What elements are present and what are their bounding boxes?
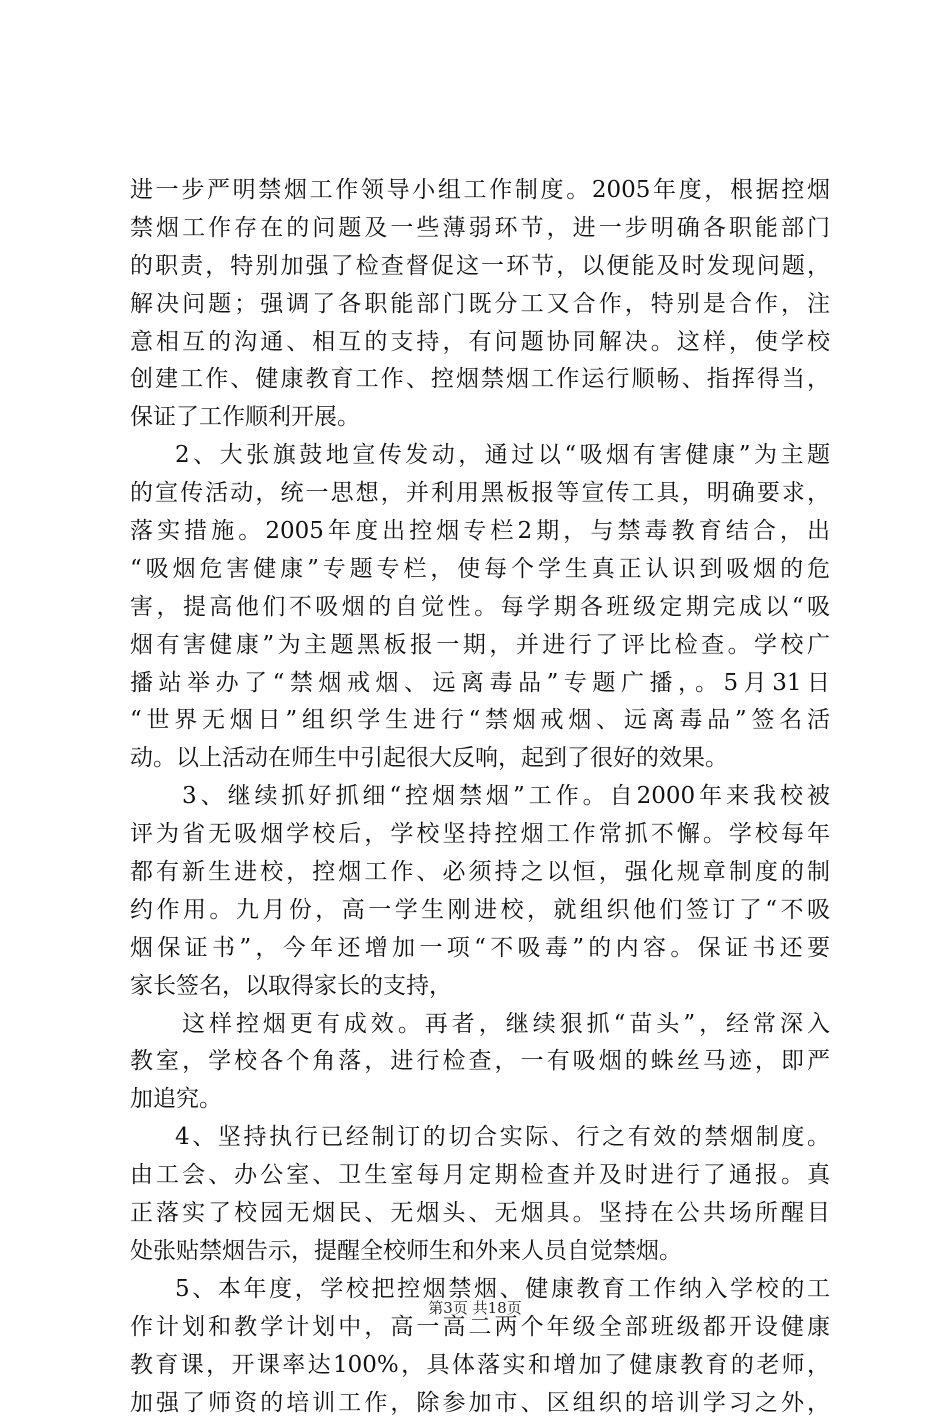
- text-line: 评为省无吸烟学校后，学校坚持控烟工作常抓不懈。学校每年: [130, 816, 830, 854]
- text-line: 的职责，特别加强了检查督促这一环节，以便能及时发现问题，: [130, 248, 830, 286]
- text-line: 落实措施。2005年度出控烟专栏2期，与禁毒教育结合，出: [130, 513, 830, 551]
- text-line: 播站举办了“禁烟戒烟、远离毒品”专题广播，。5月31日: [130, 665, 830, 703]
- text-line: 害，提高他们不吸烟的自觉性。每学期各班级定期完成以“吸: [130, 589, 830, 627]
- text-line: 意相互的沟通、相互的支持，有问题协同解决。这样，使学校: [130, 324, 830, 362]
- text-line: 加追究。: [130, 1081, 830, 1119]
- paragraph-continuation-start: 这样控烟更有成效。再者，继续狠抓“苗头”，经常深入: [130, 1006, 830, 1044]
- text-line: 烟保证书”，今年还增加一项“不吸毒”的内容。保证书还要: [130, 930, 830, 968]
- text-line: “世界无烟日”组织学生进行“禁烟戒烟、远离毒品”签名活: [130, 702, 830, 740]
- text-line: 创建工作、健康教育工作、控烟禁烟工作运行顺畅、指挥得当，: [130, 361, 830, 399]
- text-line: “吸烟危害健康”专题专栏，使每个学生真正认识到吸烟的危: [130, 551, 830, 589]
- text-line: 解决问题；强调了各职能部门既分工又合作，特别是合作，注: [130, 286, 830, 324]
- text-line: 保证了工作顺利开展。: [130, 399, 830, 437]
- text-line: 烟有害健康”为主题黑板报一期，并进行了评比检查。学校广: [130, 627, 830, 665]
- text-line: 动。以上活动在师生中引起很大反响，起到了很好的效果。: [130, 740, 830, 778]
- text-line: 正落实了校园无烟民、无烟头、无烟具。坚持在公共场所醒目: [130, 1195, 830, 1233]
- document-body: [130, 172, 830, 1422]
- text-line: 都有新生进校，控烟工作、必须持之以恒，强化规章制度的制: [130, 854, 830, 892]
- text-line: 家长签名，以取得家长的支持，: [130, 968, 830, 1006]
- text-line: 教室，学校各个角落，进行检查，一有吸烟的蛛丝马迹，即严: [130, 1043, 830, 1081]
- text-line: 的宣传活动，统一思想，并利用黑板报等宣传工具，明确要求，: [130, 475, 830, 513]
- paragraph-2-start: 2、大张旗鼓地宣传发动，通过以“吸烟有害健康”为主题: [130, 437, 830, 475]
- paragraph-4-start: 4、坚持执行已经制订的切合实际、行之有效的禁烟制度。: [130, 1119, 830, 1157]
- text-line: 教育课，开课率达100%，具体落实和增加了健康教育的老师，: [130, 1347, 830, 1385]
- page-number-footer: 第3页 共18页: [0, 1297, 950, 1318]
- text-line: 作计划和教学计划中，高一高二两个年级全部班级都开设健康: [130, 1309, 830, 1347]
- paragraph-3-start: 3、继续抓好抓细“控烟禁烟”工作。自2000年来我校被: [130, 778, 830, 816]
- text-line: 由工会、办公室、卫生室每月定期检查并及时进行了通报。真: [130, 1157, 830, 1195]
- text-line: 约作用。九月份，高一学生刚进校，就组织他们签订了“不吸: [130, 892, 830, 930]
- text-line: 禁烟工作存在的问题及一些薄弱环节，进一步明确各职能部门: [130, 210, 830, 248]
- paragraph-5-start: 5、本年度，学校把控烟禁烟、健康教育工作纳入学校的工: [130, 1271, 830, 1309]
- text-line: 加强了师资的培训工作，除参加市、区组织的培训学习之外，: [130, 1385, 830, 1422]
- text-line: 处张贴禁烟告示，提醒全校师生和外来人员自觉禁烟。: [130, 1233, 830, 1271]
- text-line: 进一步严明禁烟工作领导小组工作制度。2005年度，根据控烟: [130, 172, 830, 210]
